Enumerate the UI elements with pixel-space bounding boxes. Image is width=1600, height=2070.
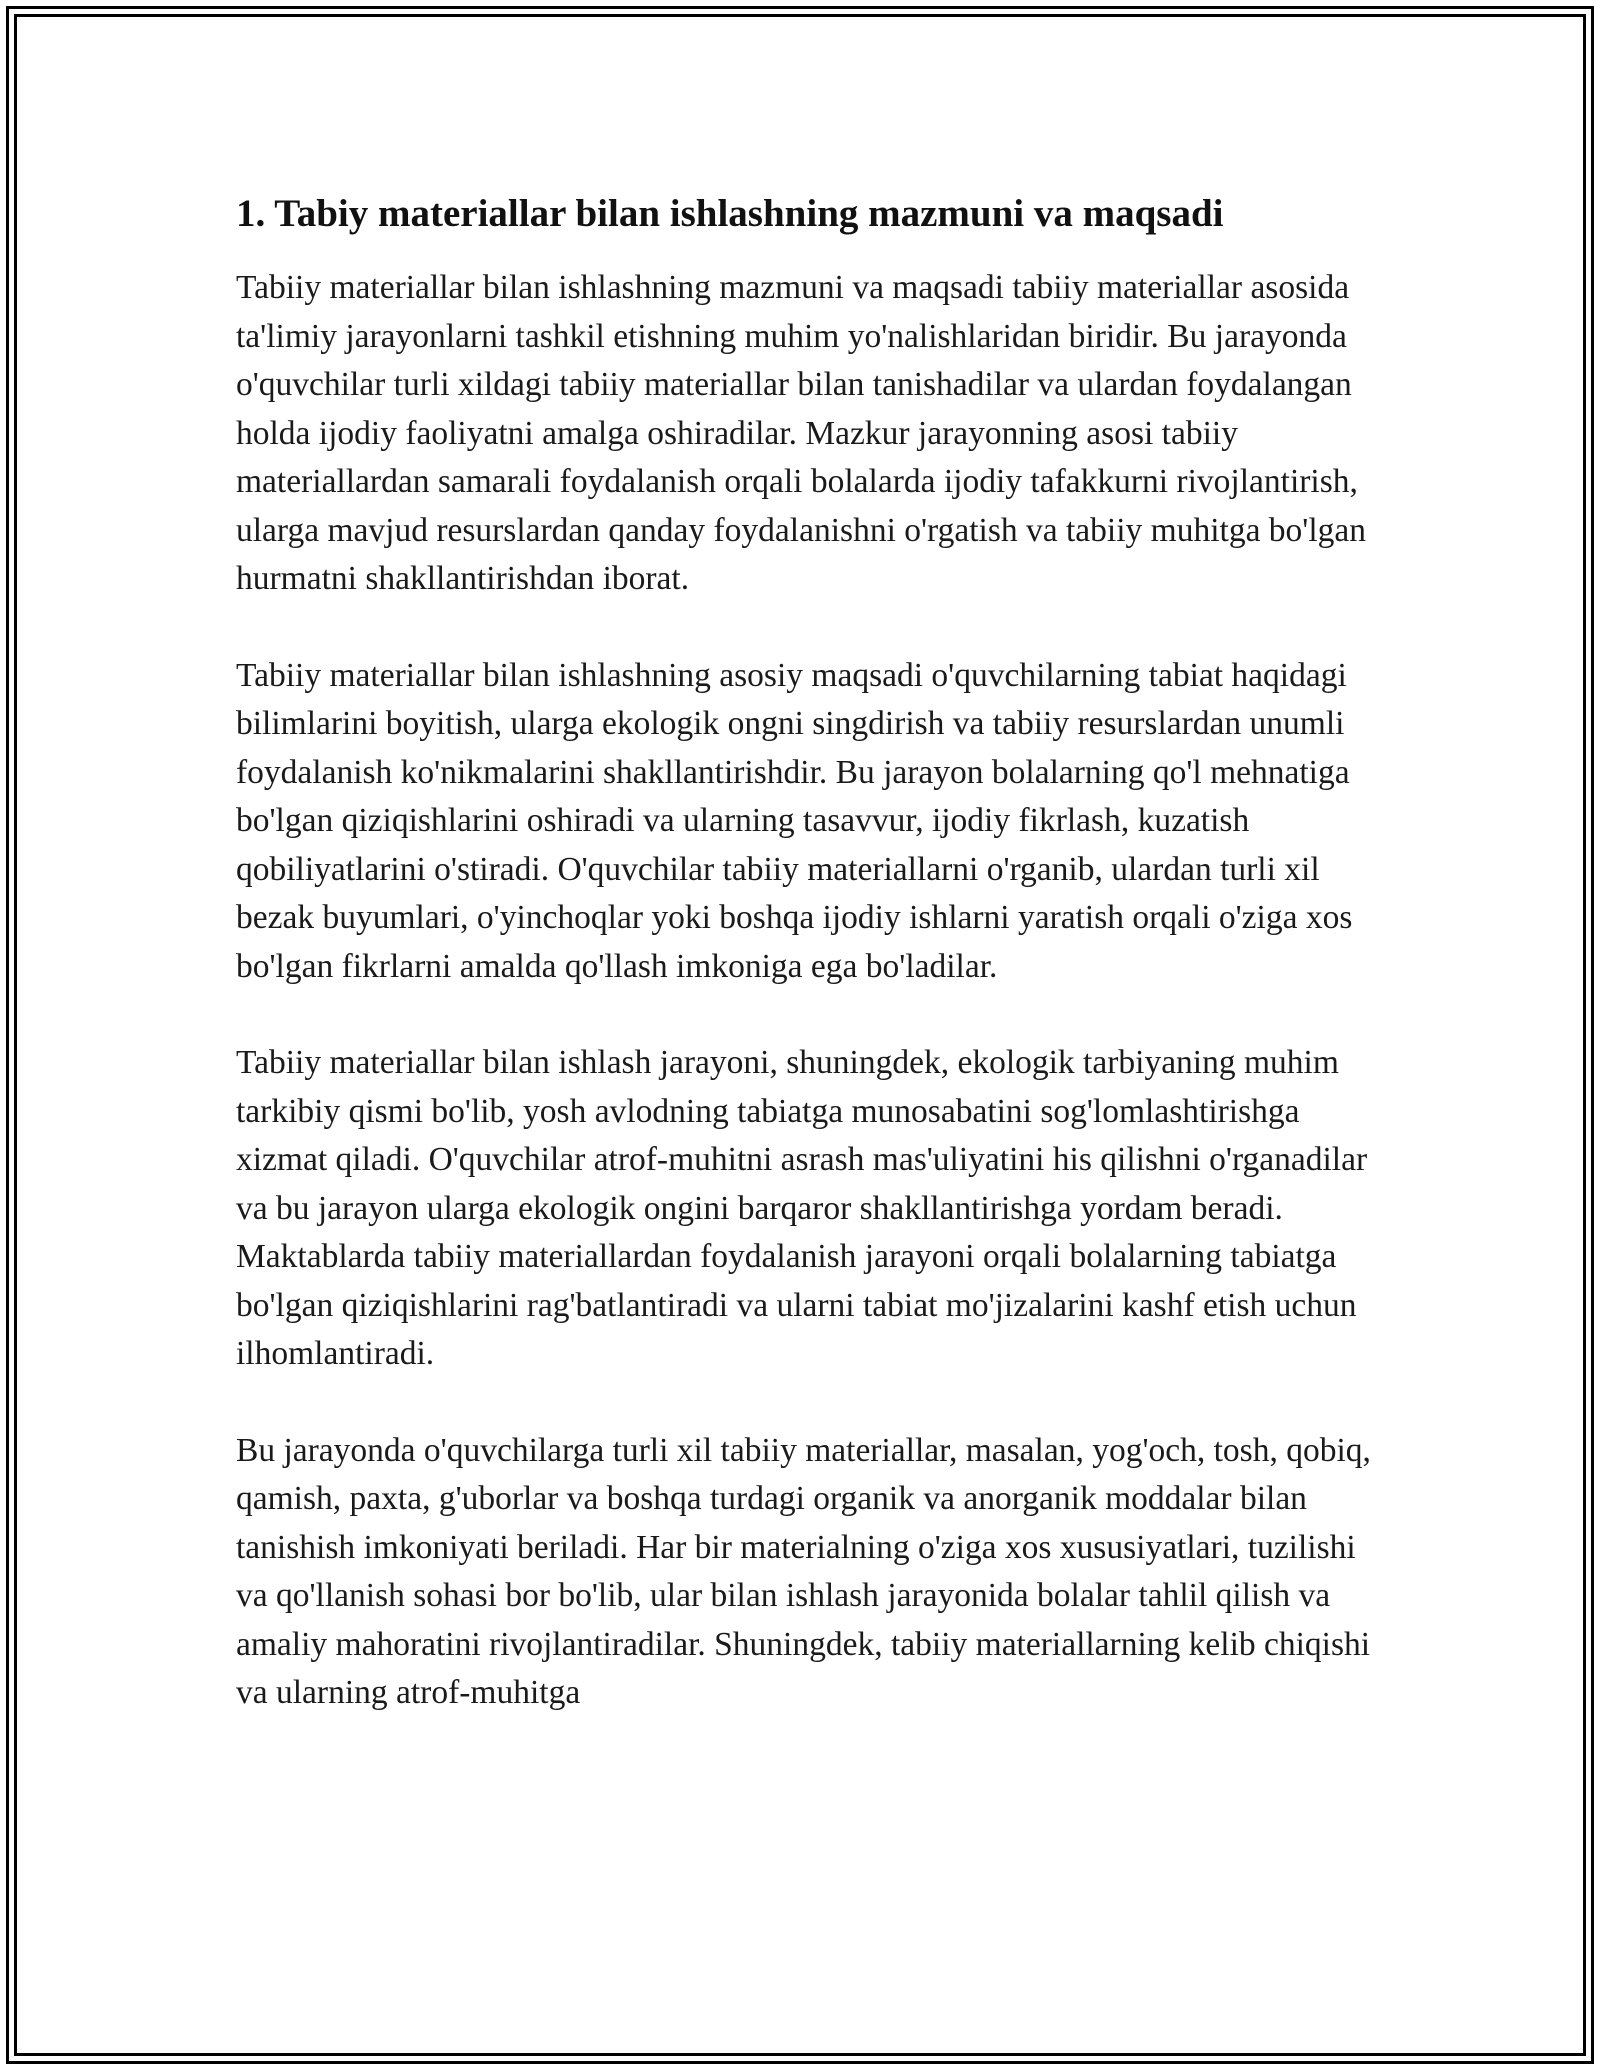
paragraph-4: Bu jarayonda o'quvchilarga turli xil tabiiy materiallar, masalan, yog'och, tosh, qobiq, qamish, paxta, g'uborlar va boshqa turdagi organik va anorganik moddalar bilan tanishish imkoniyati beriladi. Har bir materialning o'ziga xos xususiyatlari, tuzilishi va qo'llanish sohasi bor bo'lib, ular bilan ishlash jarayonida bolalar tahlil qilish va amaliy mahoratini rivojlantiradilar. Shuningdek, tabiiy materiallarning kelib chiqishi va ularning atrof-muhitga [236,1431,1371,1711]
paragraph-1: Tabiiy materiallar bilan ishlashning mazmuni va maqsadi tabiiy materiallar asosida ta'limiy jarayonlarni tashkil etishning muhim yo'nalishlaridan biridir. Bu jarayonda o'quvchilar turli xildagi tabiiy materiallar bilan tanishadilar va ulardan foydalangan holda ijodiy faoliyatni amalga oshiradilar. Mazkur jarayonning asosi tabiiy materiallardan samarali foydalanish orqali bolalarda ijodiy tafakkurni rivojlantirish, ularga mavjud resurslardan qanday foydalanishni o'rgatish va tabiiy muhitga bo'lgan hurmatni shakllantirishdan iborat. [236,269,1367,597]
paragraph-3: Tabiiy materiallar bilan ishlash jarayoni, shuningdek, ekologik tarbiyaning muhim tarkibiy qismi bo'lib, yosh avlodning tabiatga munosabatini sog'lomlashtirishga xizmat qiladi. O'quvchilar atrof-muhitni asrash mas'uliyatini his qilishni o'rganadilar va bu jarayon ularga ekologik ongini barqaror shakllantirishga yordam beradi. Maktablarda tabiiy materiallardan foydalanish jarayoni orqali bolalarning tabiatga bo'lgan qiziqishlarini rag'batlantiradi va ularni tabiat mo'jizalarini kashf etish uchun ilhomlantiradi. [236,1044,1368,1372]
document-body [236,188,1376,1766]
paragraph-2: Tabiiy materiallar bilan ishlashning asosiy maqsadi o'quvchilarning tabiat haqidagi bilimlarini boyitish, ularga ekologik ongni singdirish va tabiiy resurslardan unumli foydalanish ko'nikmalarini shakllantirishdir. Bu jarayon bolalarning qo'l mehnatiga bo'lgan qiziqishlarini oshiradi va ularning tasavvur, ijodiy fikrlash, kuzatish qobiliyatlarini o'stiradi. O'quvchilar tabiiy materiallarni o'rganib, ulardan turli xil bezak buyumlari, o'yinchoqlar yoki boshqa ijodiy ishlarni yaratish orqali o'ziga xos bo'lgan fikrlarni amalda qo'llash imkoniga ega bo'ladilar. [236,656,1353,985]
section-heading: 1. Tabiy materiallar bilan ishlashning mazmuni va maqsadi [236,192,1224,235]
